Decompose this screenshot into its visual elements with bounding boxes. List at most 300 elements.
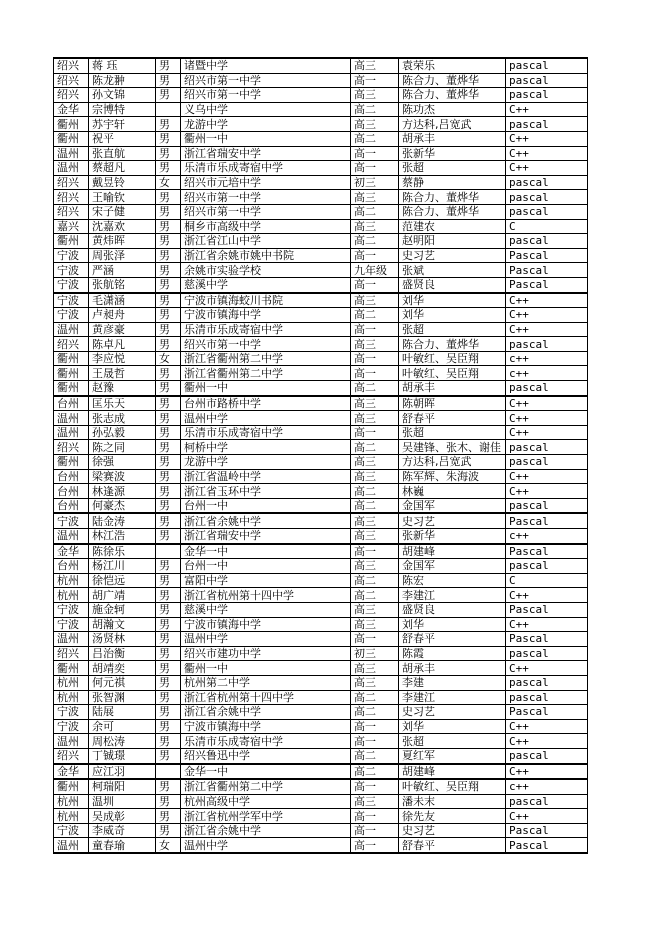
cell-grade[interactable]: 高一 [351, 734, 399, 749]
cell-coach[interactable]: 赵明阳 [399, 234, 506, 249]
cell-gender[interactable]: 男 [156, 88, 181, 103]
cell-grade[interactable]: 高一 [351, 73, 399, 88]
cell-gender[interactable]: 男 [156, 381, 181, 396]
cell-name[interactable]: 周张泽 [89, 248, 156, 263]
cell-coach[interactable]: 陈军辉、朱海波 [399, 469, 506, 484]
cell-grade[interactable]: 高一 [351, 248, 399, 263]
cell-coach[interactable]: 张斌 [399, 263, 506, 278]
table-row[interactable] [54, 131, 588, 146]
table-row[interactable] [54, 219, 588, 234]
cell-school[interactable]: 杭州第二中学 [181, 675, 351, 690]
cell-grade[interactable]: 高二 [351, 748, 399, 763]
cell-coach[interactable]: 史习艺 [399, 248, 506, 263]
cell-name[interactable]: 苏宇轩 [89, 117, 156, 132]
cell-name[interactable]: 王喻钦 [89, 190, 156, 205]
cell-language[interactable]: C++ [506, 322, 588, 337]
cell-region[interactable]: 绍兴 [54, 73, 89, 88]
cell-region[interactable]: 宁波 [54, 277, 89, 292]
cell-name[interactable]: 李应悦 [89, 351, 156, 366]
table-row[interactable] [54, 573, 588, 588]
cell-name[interactable]: 陆展 [89, 705, 156, 720]
cell-language[interactable]: C [506, 573, 588, 588]
cell-grade[interactable]: 高三 [351, 88, 399, 103]
cell-grade[interactable]: 高三 [351, 469, 399, 484]
cell-school[interactable]: 浙江省余姚中学 [181, 823, 351, 838]
cell-school[interactable]: 绍兴市第一中学 [181, 88, 351, 103]
cell-language[interactable]: pascal [506, 117, 588, 132]
cell-grade[interactable]: 高三 [351, 513, 399, 528]
cell-gender[interactable]: 男 [156, 293, 181, 308]
cell-gender[interactable]: 男 [156, 498, 181, 513]
table-row[interactable] [54, 602, 588, 617]
cell-language[interactable]: pascal [506, 455, 588, 470]
table-row[interactable] [54, 646, 588, 661]
cell-language[interactable]: pascal [506, 73, 588, 88]
cell-region[interactable]: 金华 [54, 544, 89, 559]
cell-gender[interactable]: 男 [156, 190, 181, 205]
cell-school[interactable]: 浙江省杭州学军中学 [181, 809, 351, 824]
cell-grade[interactable]: 高二 [351, 381, 399, 396]
cell-school[interactable]: 浙江省余姚中学 [181, 705, 351, 720]
cell-school[interactable]: 绍兴市第一中学 [181, 190, 351, 205]
cell-school[interactable]: 衢州一中 [181, 661, 351, 676]
cell-language[interactable]: pascal [506, 175, 588, 190]
cell-language[interactable]: pascal [506, 559, 588, 574]
cell-language[interactable]: Pascal [506, 632, 588, 647]
cell-region[interactable]: 衢州 [54, 117, 89, 132]
table-row[interactable] [54, 277, 588, 292]
table-row[interactable] [54, 234, 588, 249]
cell-name[interactable]: 李威奇 [89, 823, 156, 838]
cell-gender[interactable]: 男 [156, 529, 181, 544]
cell-language[interactable]: pascal [506, 88, 588, 103]
cell-name[interactable]: 匡乐天 [89, 396, 156, 411]
table-row[interactable] [54, 794, 588, 809]
cell-gender[interactable]: 男 [156, 73, 181, 88]
cell-grade[interactable]: 高二 [351, 573, 399, 588]
cell-gender[interactable]: 男 [156, 779, 181, 794]
cell-school[interactable]: 台州一中 [181, 498, 351, 513]
cell-name[interactable]: 陈卓凡 [89, 337, 156, 352]
cell-name[interactable]: 张志成 [89, 411, 156, 426]
table-row[interactable] [54, 58, 588, 73]
cell-coach[interactable]: 陈合力、董烨华 [399, 337, 506, 352]
cell-region[interactable]: 绍兴 [54, 748, 89, 763]
cell-name[interactable]: 祝平 [89, 131, 156, 146]
cell-language[interactable]: pascal [506, 646, 588, 661]
cell-coach[interactable]: 胡承丰 [399, 661, 506, 676]
table-row[interactable] [54, 73, 588, 88]
cell-name[interactable]: 陈龙翀 [89, 73, 156, 88]
cell-name[interactable]: 施金轲 [89, 602, 156, 617]
table-row[interactable] [54, 308, 588, 323]
table-row[interactable] [54, 293, 588, 308]
cell-gender[interactable]: 男 [156, 646, 181, 661]
table-row[interactable] [54, 632, 588, 647]
cell-language[interactable]: pascal [506, 58, 588, 73]
cell-school[interactable]: 杭州高级中学 [181, 794, 351, 809]
table-row[interactable] [54, 498, 588, 513]
cell-region[interactable]: 杭州 [54, 588, 89, 603]
cell-grade[interactable]: 高一 [351, 719, 399, 734]
cell-coach[interactable]: 舒春平 [399, 838, 506, 853]
cell-name[interactable]: 戴昱铃 [89, 175, 156, 190]
cell-coach[interactable]: 袁荣乐 [399, 58, 506, 73]
cell-region[interactable]: 温州 [54, 425, 89, 440]
cell-region[interactable]: 杭州 [54, 573, 89, 588]
cell-language[interactable]: pascal [506, 337, 588, 352]
table-row[interactable] [54, 161, 588, 176]
cell-name[interactable]: 林逢源 [89, 484, 156, 499]
cell-school[interactable]: 浙江省衢州第二中学 [181, 351, 351, 366]
table-row[interactable] [54, 190, 588, 205]
cell-coach[interactable]: 刘华 [399, 308, 506, 323]
table-row[interactable] [54, 263, 588, 278]
cell-coach[interactable]: 张新华 [399, 146, 506, 161]
table-row[interactable] [54, 248, 588, 263]
cell-language[interactable]: C++ [506, 425, 588, 440]
cell-language[interactable]: C++ [506, 161, 588, 176]
cell-coach[interactable]: 陈朝晖 [399, 396, 506, 411]
cell-name[interactable]: 徐强 [89, 455, 156, 470]
cell-school[interactable]: 龙游中学 [181, 455, 351, 470]
cell-gender[interactable]: 男 [156, 794, 181, 809]
table-row[interactable] [54, 146, 588, 161]
cell-language[interactable]: C++ [506, 102, 588, 117]
table-row[interactable] [54, 484, 588, 499]
cell-gender[interactable]: 男 [156, 748, 181, 763]
cell-language[interactable]: C++ [506, 293, 588, 308]
table-row[interactable] [54, 838, 588, 853]
table-row[interactable] [54, 559, 588, 574]
cell-school[interactable]: 衢州一中 [181, 131, 351, 146]
cell-gender[interactable]: 男 [156, 219, 181, 234]
table-row[interactable] [54, 544, 588, 559]
table-row[interactable] [54, 440, 588, 455]
cell-gender[interactable]: 男 [156, 146, 181, 161]
cell-name[interactable]: 温圳 [89, 794, 156, 809]
cell-region[interactable]: 温州 [54, 146, 89, 161]
cell-language[interactable]: pascal [506, 381, 588, 396]
cell-gender[interactable]: 男 [156, 308, 181, 323]
table-row[interactable] [54, 705, 588, 720]
cell-language[interactable]: C++ [506, 617, 588, 632]
cell-language[interactable]: C++ [506, 661, 588, 676]
cell-school[interactable]: 浙江省玉环中学 [181, 484, 351, 499]
cell-gender[interactable]: 男 [156, 366, 181, 381]
cell-coach[interactable]: 张超 [399, 322, 506, 337]
cell-gender[interactable]: 男 [156, 234, 181, 249]
cell-coach[interactable]: 陈合力、董烨华 [399, 73, 506, 88]
cell-region[interactable]: 杭州 [54, 690, 89, 705]
cell-name[interactable]: 童春瑜 [89, 838, 156, 853]
cell-language[interactable]: pascal [506, 794, 588, 809]
table-row[interactable] [54, 779, 588, 794]
cell-gender[interactable]: 男 [156, 425, 181, 440]
cell-region[interactable]: 宁波 [54, 263, 89, 278]
cell-name[interactable]: 孙弘毅 [89, 425, 156, 440]
cell-school[interactable]: 宁波市镇海蛟川书院 [181, 293, 351, 308]
cell-name[interactable]: 毛潇涵 [89, 293, 156, 308]
cell-school[interactable]: 浙江省杭州第十四中学 [181, 588, 351, 603]
cell-coach[interactable]: 李建江 [399, 588, 506, 603]
table-row[interactable] [54, 513, 588, 528]
cell-name[interactable]: 何元祺 [89, 675, 156, 690]
cell-grade[interactable]: 高三 [351, 58, 399, 73]
cell-coach[interactable]: 张新华 [399, 529, 506, 544]
cell-grade[interactable]: 高二 [351, 204, 399, 219]
cell-language[interactable]: pascal [506, 190, 588, 205]
cell-gender[interactable]: 男 [156, 131, 181, 146]
cell-grade[interactable]: 高三 [351, 219, 399, 234]
cell-gender[interactable]: 男 [156, 559, 181, 574]
cell-coach[interactable]: 胡承丰 [399, 131, 506, 146]
cell-gender[interactable]: 男 [156, 277, 181, 292]
cell-school[interactable]: 富阳中学 [181, 573, 351, 588]
cell-grade[interactable]: 高三 [351, 455, 399, 470]
cell-region[interactable]: 温州 [54, 161, 89, 176]
cell-name[interactable]: 张直航 [89, 146, 156, 161]
cell-school[interactable]: 浙江省杭州第十四中学 [181, 690, 351, 705]
cell-grade[interactable]: 高三 [351, 661, 399, 676]
table-row[interactable] [54, 764, 588, 780]
cell-coach[interactable]: 陈合力、董烨华 [399, 204, 506, 219]
cell-language[interactable]: C++ [506, 734, 588, 749]
cell-school[interactable]: 乐清市乐成寄宿中学 [181, 322, 351, 337]
cell-region[interactable]: 嘉兴 [54, 219, 89, 234]
cell-name[interactable]: 宗博特 [89, 102, 156, 117]
cell-school[interactable]: 慈溪中学 [181, 277, 351, 292]
cell-name[interactable]: 余可 [89, 719, 156, 734]
table-row[interactable] [54, 366, 588, 381]
cell-coach[interactable]: 舒春平 [399, 411, 506, 426]
cell-grade[interactable]: 高三 [351, 617, 399, 632]
cell-region[interactable]: 宁波 [54, 617, 89, 632]
cell-region[interactable]: 杭州 [54, 794, 89, 809]
cell-school[interactable]: 金华一中 [181, 764, 351, 780]
cell-grade[interactable]: 高二 [351, 234, 399, 249]
cell-language[interactable]: Pascal [506, 705, 588, 720]
cell-gender[interactable]: 男 [156, 484, 181, 499]
cell-grade[interactable]: 高三 [351, 396, 399, 411]
cell-gender[interactable]: 男 [156, 809, 181, 824]
cell-gender[interactable]: 男 [156, 337, 181, 352]
cell-gender[interactable] [156, 102, 181, 117]
cell-grade[interactable]: 高二 [351, 764, 399, 780]
cell-coach[interactable]: 刘华 [399, 719, 506, 734]
cell-gender[interactable]: 男 [156, 248, 181, 263]
cell-grade[interactable]: 高二 [351, 131, 399, 146]
cell-grade[interactable]: 高一 [351, 779, 399, 794]
cell-school[interactable]: 台州一中 [181, 559, 351, 574]
cell-name[interactable]: 胡广靖 [89, 588, 156, 603]
cell-language[interactable]: pascal [506, 690, 588, 705]
table-row[interactable] [54, 322, 588, 337]
cell-school[interactable]: 余姚市实验学校 [181, 263, 351, 278]
cell-language[interactable]: C++ [506, 764, 588, 780]
cell-gender[interactable]: 男 [156, 823, 181, 838]
cell-coach[interactable]: 张超 [399, 734, 506, 749]
cell-coach[interactable]: 陈功杰 [399, 102, 506, 117]
cell-region[interactable]: 宁波 [54, 308, 89, 323]
cell-region[interactable]: 温州 [54, 838, 89, 853]
cell-language[interactable]: Pascal [506, 248, 588, 263]
cell-name[interactable]: 黄彦豪 [89, 322, 156, 337]
cell-grade[interactable]: 高一 [351, 146, 399, 161]
cell-gender[interactable]: 女 [156, 838, 181, 853]
cell-language[interactable]: pascal [506, 234, 588, 249]
cell-region[interactable]: 台州 [54, 559, 89, 574]
cell-name[interactable]: 蔡超凡 [89, 161, 156, 176]
cell-name[interactable]: 吕治衡 [89, 646, 156, 661]
cell-school[interactable]: 浙江省余姚中学 [181, 513, 351, 528]
cell-name[interactable]: 丁铖璟 [89, 748, 156, 763]
cell-gender[interactable]: 男 [156, 396, 181, 411]
cell-coach[interactable]: 徐先友 [399, 809, 506, 824]
cell-name[interactable]: 严涵 [89, 263, 156, 278]
cell-school[interactable]: 乐清市乐成寄宿中学 [181, 734, 351, 749]
cell-grade[interactable]: 高二 [351, 308, 399, 323]
cell-language[interactable]: Pascal [506, 544, 588, 559]
cell-school[interactable]: 乐清市乐成寄宿中学 [181, 425, 351, 440]
cell-region[interactable]: 宁波 [54, 719, 89, 734]
cell-name[interactable]: 陆金涛 [89, 513, 156, 528]
table-row[interactable] [54, 204, 588, 219]
cell-language[interactable]: C++ [506, 809, 588, 824]
cell-region[interactable]: 衢州 [54, 779, 89, 794]
cell-region[interactable]: 衢州 [54, 131, 89, 146]
cell-name[interactable]: 何豪杰 [89, 498, 156, 513]
cell-coach[interactable]: 潘未末 [399, 794, 506, 809]
cell-coach[interactable]: 蔡静 [399, 175, 506, 190]
cell-coach[interactable]: 盛贤良 [399, 277, 506, 292]
cell-grade[interactable]: 高三 [351, 675, 399, 690]
cell-coach[interactable]: 陈合力、董烨华 [399, 190, 506, 205]
cell-region[interactable]: 绍兴 [54, 190, 89, 205]
cell-school[interactable]: 龙游中学 [181, 117, 351, 132]
cell-language[interactable]: pascal [506, 204, 588, 219]
cell-region[interactable]: 绍兴 [54, 440, 89, 455]
cell-coach[interactable]: 刘华 [399, 293, 506, 308]
table-row[interactable] [54, 748, 588, 763]
cell-school[interactable]: 绍兴鲁迅中学 [181, 748, 351, 763]
cell-coach[interactable]: 吴建锋、张木、谢佳 [399, 440, 506, 455]
cell-name[interactable]: 赵豫 [89, 381, 156, 396]
cell-school[interactable]: 义乌中学 [181, 102, 351, 117]
cell-school[interactable]: 宁波市镇海中学 [181, 719, 351, 734]
cell-school[interactable]: 宁波市镇海中学 [181, 308, 351, 323]
cell-name[interactable]: 黄炜晖 [89, 234, 156, 249]
cell-gender[interactable]: 男 [156, 588, 181, 603]
cell-name[interactable]: 杨江川 [89, 559, 156, 574]
cell-region[interactable]: 台州 [54, 469, 89, 484]
cell-name[interactable]: 王晟哲 [89, 366, 156, 381]
cell-region[interactable]: 温州 [54, 322, 89, 337]
cell-grade[interactable]: 高一 [351, 838, 399, 853]
table-row[interactable] [54, 337, 588, 352]
cell-coach[interactable]: 叶敏红、吴臣翔 [399, 779, 506, 794]
table-row[interactable] [54, 690, 588, 705]
cell-coach[interactable]: 史习艺 [399, 705, 506, 720]
cell-grade[interactable]: 高一 [351, 366, 399, 381]
cell-region[interactable]: 绍兴 [54, 337, 89, 352]
cell-name[interactable]: 梁赛波 [89, 469, 156, 484]
cell-region[interactable]: 宁波 [54, 248, 89, 263]
cell-region[interactable]: 衢州 [54, 234, 89, 249]
cell-coach[interactable]: 刘华 [399, 617, 506, 632]
cell-grade[interactable]: 高三 [351, 337, 399, 352]
cell-region[interactable]: 台州 [54, 484, 89, 499]
cell-grade[interactable]: 高一 [351, 351, 399, 366]
cell-name[interactable]: 林江浩 [89, 529, 156, 544]
cell-coach[interactable]: 叶敏红、吴臣翔 [399, 351, 506, 366]
cell-region[interactable]: 台州 [54, 396, 89, 411]
cell-school[interactable]: 柯桥中学 [181, 440, 351, 455]
cell-grade[interactable]: 高一 [351, 823, 399, 838]
cell-language[interactable]: C++ [506, 411, 588, 426]
cell-language[interactable]: C++ [506, 396, 588, 411]
cell-region[interactable]: 绍兴 [54, 58, 89, 73]
table-row[interactable] [54, 102, 588, 117]
cell-language[interactable]: pascal [506, 675, 588, 690]
cell-region[interactable]: 杭州 [54, 809, 89, 824]
cell-grade[interactable]: 高二 [351, 484, 399, 499]
cell-school[interactable]: 衢州一中 [181, 381, 351, 396]
cell-gender[interactable]: 男 [156, 690, 181, 705]
cell-grade[interactable]: 高一 [351, 544, 399, 559]
cell-region[interactable]: 衢州 [54, 351, 89, 366]
table-row[interactable] [54, 617, 588, 632]
cell-gender[interactable]: 男 [156, 705, 181, 720]
cell-coach[interactable]: 陈霞 [399, 646, 506, 661]
cell-gender[interactable]: 男 [156, 661, 181, 676]
table-row[interactable] [54, 675, 588, 690]
cell-school[interactable]: 宁波市镇海中学 [181, 617, 351, 632]
cell-grade[interactable]: 高三 [351, 411, 399, 426]
cell-name[interactable]: 周松涛 [89, 734, 156, 749]
cell-coach[interactable]: 金国军 [399, 559, 506, 574]
cell-gender[interactable]: 男 [156, 322, 181, 337]
cell-grade[interactable]: 高一 [351, 425, 399, 440]
table-row[interactable] [54, 455, 588, 470]
cell-gender[interactable]: 男 [156, 719, 181, 734]
cell-name[interactable]: 应江羽 [89, 764, 156, 780]
cell-school[interactable]: 绍兴市元培中学 [181, 175, 351, 190]
cell-language[interactable]: C++ [506, 484, 588, 499]
cell-school[interactable]: 浙江省瑞安中学 [181, 529, 351, 544]
cell-grade[interactable]: 高二 [351, 588, 399, 603]
cell-region[interactable]: 宁波 [54, 513, 89, 528]
cell-grade[interactable]: 高二 [351, 498, 399, 513]
cell-language[interactable]: c++ [506, 529, 588, 544]
cell-region[interactable]: 宁波 [54, 823, 89, 838]
cell-grade[interactable]: 高三 [351, 794, 399, 809]
cell-school[interactable]: 浙江省衢州第二中学 [181, 366, 351, 381]
cell-gender[interactable]: 男 [156, 573, 181, 588]
cell-language[interactable]: Pascal [506, 263, 588, 278]
cell-name[interactable]: 张航铭 [89, 277, 156, 292]
cell-school[interactable]: 温州中学 [181, 838, 351, 853]
cell-region[interactable]: 台州 [54, 498, 89, 513]
cell-name[interactable]: 卢昶舟 [89, 308, 156, 323]
cell-gender[interactable]: 男 [156, 440, 181, 455]
cell-grade[interactable]: 高三 [351, 293, 399, 308]
cell-coach[interactable]: 林巍 [399, 484, 506, 499]
cell-region[interactable]: 金华 [54, 764, 89, 780]
cell-region[interactable]: 绍兴 [54, 646, 89, 661]
cell-gender[interactable]: 男 [156, 161, 181, 176]
table-row[interactable] [54, 351, 588, 366]
